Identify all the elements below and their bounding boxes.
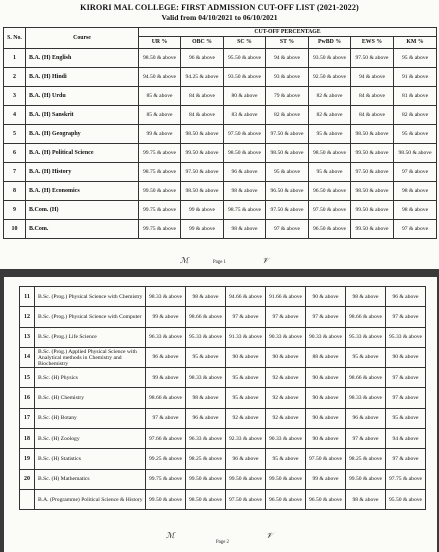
cutoff-cell: 96.33 & above — [146, 327, 186, 347]
serial-number: 20 — [20, 469, 35, 489]
cutoff-cell: 97.50 & above — [309, 201, 351, 220]
document-page-1 — [0, 0, 439, 269]
cutoff-cell: 98.50 & above — [186, 489, 226, 509]
cutoff-cell: 83 & above — [224, 106, 266, 125]
cutoff-cell: 98.66 & above — [146, 388, 186, 408]
table-row — [4, 201, 437, 220]
table-row — [20, 287, 426, 307]
course-name: B.Sc. (H) Botany — [35, 408, 146, 428]
cutoff-cell: 96 & above — [386, 287, 426, 307]
cutoff-cell: 98.33 & above — [186, 368, 226, 388]
cutoff-cell: 98 & above — [224, 220, 266, 239]
cutoff-cell: 97.50 & above — [226, 489, 266, 509]
cutoff-cell: 95 & above — [346, 347, 386, 367]
cutoff-cell: 94 & above — [266, 49, 309, 68]
table-row — [20, 307, 426, 327]
cutoff-cell: 96.50 & above — [306, 489, 346, 509]
cutoff-cell: 97.66 & above — [146, 429, 186, 449]
table-row — [20, 368, 426, 388]
sno-header: S. No. — [4, 28, 26, 49]
cutoff-cell: 99.75 & above — [139, 201, 181, 220]
document-page-2 — [4, 277, 437, 552]
course-name: B.A. (H) Political Science — [26, 144, 139, 163]
serial-number: 4 — [4, 106, 26, 125]
cutoff-table-page-2 — [19, 286, 426, 510]
category-header: SC % — [224, 37, 266, 49]
cutoff-cell: 97 & above — [386, 307, 426, 327]
table-row — [4, 163, 437, 182]
cutoff-cell: 98.50 & above — [394, 144, 437, 163]
cutoff-cell: 99 & above — [181, 201, 224, 220]
cutoff-cell: 97 & above — [146, 408, 186, 428]
cutoff-cell: 94.66 & above — [226, 287, 266, 307]
cutoff-cell: 96 & above — [146, 347, 186, 367]
cutoff-cell: 97 & above — [386, 449, 426, 469]
cutoff-cell: 82 & above — [394, 106, 437, 125]
serial-number: 5 — [4, 125, 26, 144]
course-name: B.A. (H) Urdu — [26, 87, 139, 106]
cutoff-cell: 99.50 & above — [351, 201, 394, 220]
page-number: Page 2 — [216, 540, 229, 545]
cutoff-cell: 90.33 & above — [266, 327, 306, 347]
cutoff-cell: 85 & above — [139, 106, 181, 125]
category-header: UR % — [139, 37, 181, 49]
cutoff-cell: 98 & above — [224, 182, 266, 201]
table-row — [20, 489, 426, 509]
course-name: B.Com. — [26, 220, 139, 239]
cutoff-cell: 97 & above — [266, 220, 309, 239]
cutoff-cell: 97.50 & above — [266, 201, 309, 220]
table-row — [20, 327, 426, 347]
signature-1: ℳ — [180, 256, 189, 265]
cutoff-cell: 95 & above — [394, 125, 437, 144]
cutoff-cell: 88 & above — [306, 347, 346, 367]
cutoff-cell: 98.66 & above — [346, 368, 386, 388]
course-name: B.Sc. (Prog.) Physical Science with Computer — [35, 307, 146, 327]
cutoff-cell: 99.50 & above — [181, 144, 224, 163]
category-header: EWS % — [351, 37, 394, 49]
document-title: KIRORI MAL COLLEGE: FIRST ADMISSION CUT-OFF LIST (2021-2022) — [80, 3, 359, 12]
table-row — [4, 106, 437, 125]
table-row — [4, 49, 437, 68]
serial-number — [20, 489, 35, 509]
cutoff-cell: 98.25 & above — [346, 449, 386, 469]
cutoff-cell: 96.50 & above — [266, 182, 309, 201]
cutoff-cell: 82 & above — [309, 106, 351, 125]
cutoff-cell: 82 & above — [309, 87, 351, 106]
cutoff-cell: 92.50 & above — [309, 68, 351, 87]
cutoff-cell: 99.50 & above — [266, 469, 306, 489]
cutoff-cell: 90 & above — [306, 368, 346, 388]
cutoff-cell: 95 & above — [186, 347, 226, 367]
cutoff-cell: 98.50 & above — [181, 182, 224, 201]
course-name: B.A. (H) English — [26, 49, 139, 68]
document-header — [0, 0, 439, 22]
cutoff-cell: 98.50 & above — [351, 125, 394, 144]
cutoff-table-page-1 — [3, 27, 437, 239]
cutoff-cell: 98.50 & above — [266, 144, 309, 163]
cutoff-cell: 98 & above — [186, 388, 226, 408]
cutoff-cell: 99.75 & above — [139, 144, 181, 163]
cutoff-cell: 97 & above — [226, 307, 266, 327]
serial-number: 11 — [20, 287, 35, 307]
cutoff-cell: 90 & above — [306, 388, 346, 408]
cutoff-cell: 98 & above — [186, 287, 226, 307]
course-name: B.Sc. (H) Physics — [35, 368, 146, 388]
table-row — [4, 68, 437, 87]
course-name: B.A. (H) Sanskrit — [26, 106, 139, 125]
category-header: ST % — [266, 37, 309, 49]
cutoff-cell: 95 & above — [309, 163, 351, 182]
cutoff-cell: 95.33 & above — [186, 327, 226, 347]
cutoff-cell: 81 & above — [394, 87, 437, 106]
cutoff-cell: 97 & above — [266, 307, 306, 327]
cutoff-cell: 97.50 & above — [181, 163, 224, 182]
cutoff-cell: 97 & above — [386, 388, 426, 408]
cutoff-cell: 97 & above — [386, 368, 426, 388]
serial-number: 8 — [4, 182, 26, 201]
course-name: B.A. (Programme) Political Science & History — [35, 489, 146, 509]
cutoff-cell: 96.33 & above — [186, 429, 226, 449]
cutoff-cell: 97.50 & above — [351, 163, 394, 182]
cutoff-cell: 99.75 & above — [139, 220, 181, 239]
cutoff-cell: 98.66 & above — [346, 307, 386, 327]
cutoff-cell: 90 & above — [306, 429, 346, 449]
cutoff-cell: 94 & above — [351, 68, 394, 87]
cutoff-cell: 99.50 & above — [186, 469, 226, 489]
category-header: OBC % — [181, 37, 224, 49]
serial-number: 1 — [4, 49, 26, 68]
cutoff-cell: 97.75 & above — [386, 469, 426, 489]
cutoff-cell: 95 & above — [309, 125, 351, 144]
table-row — [4, 220, 437, 239]
cutoff-cell: 91.66 & above — [266, 287, 306, 307]
cutoff-cell: 79 & above — [266, 87, 309, 106]
course-name: B.Sc. (Prog.) Applied Physical Science with Analytical methods in Chemistry and Biochemistry — [35, 347, 146, 367]
cutoff-cell: 82 & above — [266, 106, 309, 125]
serial-number: 18 — [20, 429, 35, 449]
cutoff-cell: 94 & above — [386, 429, 426, 449]
cutoff-cell: 98 & above — [394, 182, 437, 201]
cutoff-cell: 98 & above — [346, 489, 386, 509]
cutoff-cell: 95.50 & above — [386, 489, 426, 509]
serial-number: 19 — [20, 449, 35, 469]
serial-number: 13 — [20, 327, 35, 347]
cutoff-cell: 96 & above — [346, 408, 386, 428]
cutoff-cell: 98 & above — [394, 201, 437, 220]
validity-dates: Valid from 04/10/2021 to 06/10/2021 — [161, 13, 278, 22]
course-name: B.Sc. (Prog.) Life Science — [35, 327, 146, 347]
cutoff-cell: 95 & above — [266, 449, 306, 469]
serial-number: 3 — [4, 87, 26, 106]
page-number: Page 1 — [213, 260, 226, 265]
cutoff-cell: 99.25 & above — [146, 449, 186, 469]
cutoff-cell: 84 & above — [351, 87, 394, 106]
cutoff-cell: 96.50 & above — [266, 489, 306, 509]
cutoff-cell: 97 & above — [394, 220, 437, 239]
cutoff-cell: 98.50 & above — [309, 144, 351, 163]
cutoff-cell: 96.50 & above — [309, 220, 351, 239]
course-name: B.A. (H) Economics — [26, 182, 139, 201]
cutoff-cell: 92 & above — [226, 408, 266, 428]
cutoff-cell: 99.75 & above — [146, 469, 186, 489]
table-row — [20, 388, 426, 408]
cutoff-cell: 93.50 & above — [309, 49, 351, 68]
cutoff-cell: 90 & above — [226, 347, 266, 367]
cutoff-cell: 98.50 & above — [181, 125, 224, 144]
cutoff-cell: 85 & above — [139, 87, 181, 106]
course-name: B.Sc. (H) Mathematics — [35, 469, 146, 489]
course-name: B.Sc. (H) Zoology — [35, 429, 146, 449]
cutoff-cell: 95 & above — [394, 49, 437, 68]
table-row — [4, 144, 437, 163]
cutoff-cell: 96 & above — [186, 408, 226, 428]
cutoff-cell: 99 & above — [306, 469, 346, 489]
cutoff-cell: 92 & above — [266, 368, 306, 388]
cutoff-cell: 96 & above — [226, 449, 266, 469]
cutoff-cell: 99 & above — [146, 307, 186, 327]
cutoff-cell: 97 & above — [346, 429, 386, 449]
cutoff-cell: 98.50 & above — [351, 182, 394, 201]
cutoff-cell: 94.25 & above — [181, 68, 224, 87]
cutoff-cell: 95 & above — [226, 368, 266, 388]
serial-number: 10 — [4, 220, 26, 239]
signature-3: ℳ — [166, 531, 175, 540]
cutoff-cell: 93.50 & above — [224, 68, 266, 87]
serial-number: 6 — [4, 144, 26, 163]
cutoff-cell: 95 & above — [386, 408, 426, 428]
cutoff-cell: 96 & above — [224, 163, 266, 182]
cutoff-cell: 99.50 & above — [351, 220, 394, 239]
cutoff-cell: 90 & above — [266, 347, 306, 367]
category-header: PwBD % — [309, 37, 351, 49]
serial-number: 16 — [20, 388, 35, 408]
serial-number: 9 — [4, 201, 26, 220]
course-name: B.A. (H) Geography — [26, 125, 139, 144]
cutoff-cell: 98.33 & above — [346, 388, 386, 408]
course-name: B.A. (H) Hindi — [26, 68, 139, 87]
cutoff-cell: 84 & above — [181, 87, 224, 106]
cutoff-cell: 98.50 & above — [224, 144, 266, 163]
cutoff-cell: 98.66 & above — [186, 307, 226, 327]
course-header: Course — [26, 28, 139, 49]
course-name: B.Sc. (Prog.) Physical Science with Chemistry — [35, 287, 146, 307]
table-row — [20, 429, 426, 449]
cutoff-cell: 92 & above — [266, 388, 306, 408]
cutoff-cell: 99 & above — [181, 220, 224, 239]
cutoff-cell: 92.33 & above — [226, 429, 266, 449]
cutoff-cell: 84 & above — [181, 106, 224, 125]
course-name: B.Sc. (H) Chemistry — [35, 388, 146, 408]
cutoff-cell: 95 & above — [266, 163, 309, 182]
cutoff-cell: 98.50 & above — [139, 49, 181, 68]
table-row — [20, 408, 426, 428]
cutoff-cell: 90.33 & above — [306, 327, 346, 347]
serial-number: 17 — [20, 408, 35, 428]
table-row — [20, 347, 426, 367]
cutoff-cell: 90 & above — [306, 408, 346, 428]
cutoff-cell: 99.50 & above — [346, 469, 386, 489]
cutoff-cell: 97 & above — [394, 163, 437, 182]
cutoff-cell: 97.50 & above — [266, 125, 309, 144]
cutoff-cell: 99.50 & above — [226, 469, 266, 489]
table-row — [4, 87, 437, 106]
cutoff-cell: 90 & above — [306, 287, 346, 307]
cutoff-cell: 91 & above — [394, 68, 437, 87]
cutoff-cell: 98 & above — [346, 287, 386, 307]
cutoff-cell: 97 & above — [306, 307, 346, 327]
cutoff-cell: 90 & above — [386, 347, 426, 367]
signature-4: 𝒱 — [266, 531, 273, 540]
cutoff-cell: 92 & above — [266, 408, 306, 428]
cutoff-cell: 96.50 & above — [309, 182, 351, 201]
course-name: B.Sc. (H) Statistics — [35, 449, 146, 469]
serial-number: 7 — [4, 163, 26, 182]
cutoff-cell: 96 & above — [181, 49, 224, 68]
serial-number: 12 — [20, 307, 35, 327]
cutoff-cell: 90.33 & above — [266, 429, 306, 449]
course-name: B.A. (H) History — [26, 163, 139, 182]
cutoff-cell: 99 & above — [146, 368, 186, 388]
cutoff-cell: 91.33 & above — [226, 327, 266, 347]
cutoff-cell: 84 & above — [351, 106, 394, 125]
serial-number: 15 — [20, 368, 35, 388]
cutoff-cell: 80 & above — [224, 87, 266, 106]
serial-number: 2 — [4, 68, 26, 87]
cutoff-cell: 97.50 & above — [224, 125, 266, 144]
cutoff-cell: 95.50 & above — [224, 49, 266, 68]
table-row — [4, 182, 437, 201]
cutoff-cell: 95.33 & above — [386, 327, 426, 347]
table-row — [4, 125, 437, 144]
cutoff-percentage-header: CUT-OFF PERCENTAGE — [139, 28, 437, 37]
cutoff-cell: 98.25 & above — [186, 449, 226, 469]
serial-number: 14 — [20, 347, 35, 367]
cutoff-cell: 99.50 & above — [146, 489, 186, 509]
table-row — [20, 469, 426, 489]
cutoff-cell: 98.33 & above — [146, 287, 186, 307]
course-name: B.Com. (H) — [26, 201, 139, 220]
cutoff-cell: 99 & above — [139, 125, 181, 144]
cutoff-cell: 95 & above — [226, 388, 266, 408]
table-row — [20, 449, 426, 469]
cutoff-cell: 93 & above — [266, 68, 309, 87]
cutoff-cell: 99.50 & above — [139, 182, 181, 201]
category-header: KM % — [394, 37, 437, 49]
cutoff-cell: 94.50 & above — [139, 68, 181, 87]
cutoff-cell: 98.75 & above — [224, 201, 266, 220]
cutoff-cell: 95.33 & above — [346, 327, 386, 347]
cutoff-cell: 97.50 & above — [351, 49, 394, 68]
cutoff-cell: 99.50 & above — [351, 144, 394, 163]
cutoff-cell: 98.75 & above — [139, 163, 181, 182]
signature-2: 𝒱 — [262, 256, 269, 265]
cutoff-cell: 97.50 & above — [306, 449, 346, 469]
